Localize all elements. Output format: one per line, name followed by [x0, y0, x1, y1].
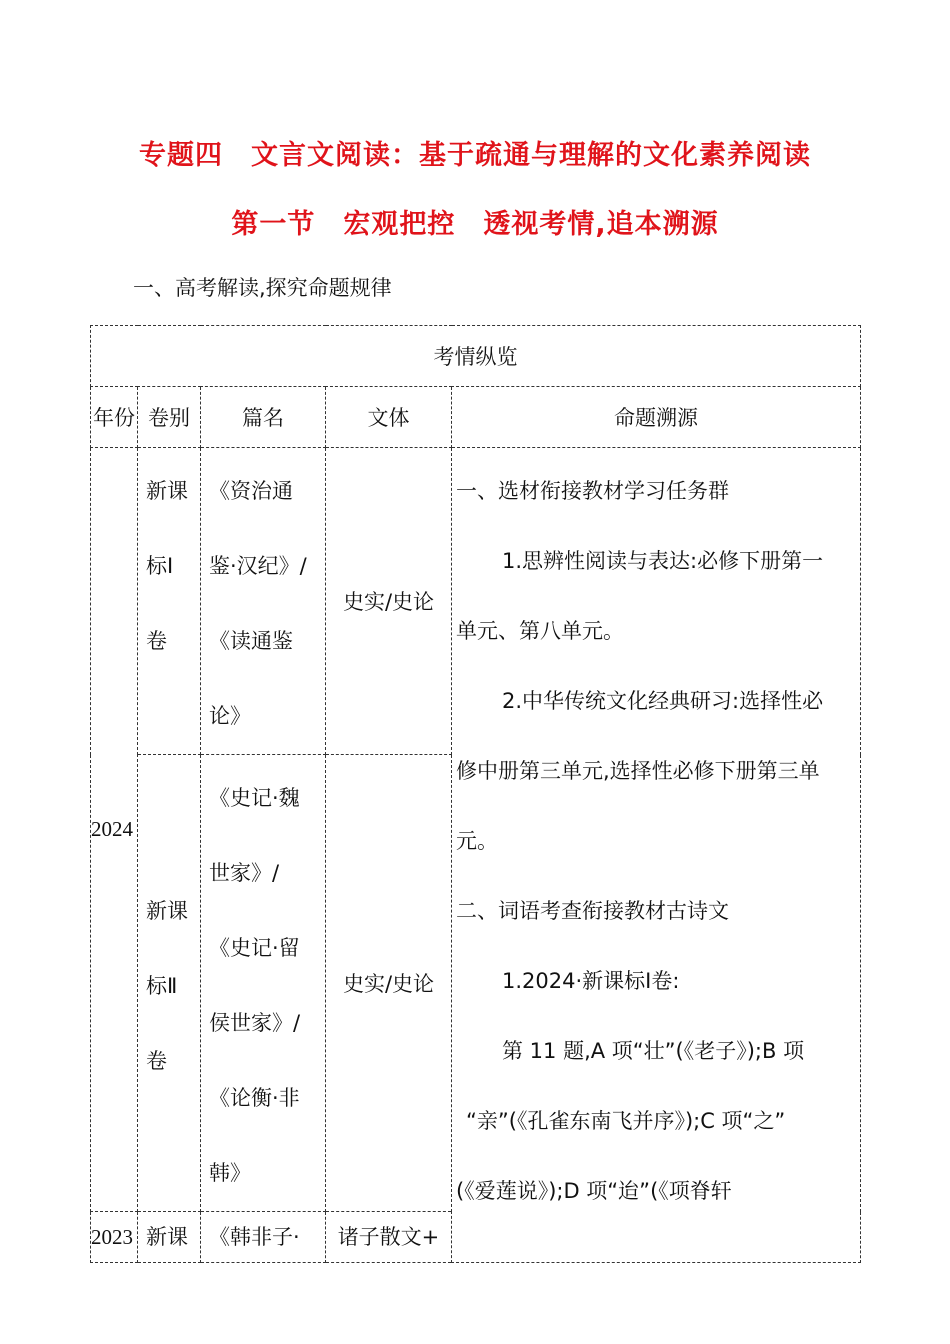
piece-cell: 《韩非子· [201, 1212, 326, 1263]
source-cell [452, 448, 861, 1263]
header-piece: 篇名 [201, 387, 326, 448]
volume-text: 卷 [146, 1048, 167, 1073]
piece-text: 韩》 [209, 1161, 251, 1185]
year-cell: 2024 [91, 448, 138, 1212]
volume-cell: 新课 [138, 1212, 201, 1263]
header-source: 命题溯源 [452, 387, 861, 448]
header-volume: 卷别 [138, 387, 201, 448]
volume-text: 卷 [146, 629, 167, 653]
source-line: 二、词语考查衔接教材古诗文 [456, 899, 729, 923]
piece-text: 《史记·魏 [209, 786, 300, 810]
header-genre: 文体 [326, 387, 452, 448]
genre-cell: 史实/史论 [326, 448, 452, 755]
exam-overview-table [90, 325, 861, 1263]
piece-text: 《读通鉴 [209, 629, 293, 653]
volume-cell [138, 448, 201, 755]
volume-text: 新课 [146, 479, 188, 503]
source-line: 修中册第三单元,选择性必修下册第三单 [456, 759, 820, 783]
source-line: 1.思辨性阅读与表达:必修下册第一 [502, 549, 824, 573]
volume-text: 标Ⅱ [146, 973, 178, 998]
source-line: 2.中华传统文化经典研习:选择性必 [502, 689, 824, 713]
source-line: 一、选材衔接教材学习任务群 [456, 479, 729, 503]
genre-cell: 诸子散文+ [326, 1212, 452, 1263]
genre-cell: 史实/史论 [326, 755, 452, 1212]
volume-cell [138, 755, 201, 1212]
piece-cell [201, 448, 326, 755]
piece-text: 《史记·留 [209, 936, 300, 960]
volume-text: 标Ⅰ [146, 554, 174, 578]
source-line: (《爱莲说》);D 项“迨”(《项脊轩 [456, 1179, 732, 1203]
piece-cell [201, 755, 326, 1212]
piece-text: 论》 [209, 704, 251, 728]
source-line: 第 11 题,A 项“壮”(《老子》);B 项 [502, 1039, 805, 1063]
header-year: 年份 [91, 387, 138, 448]
piece-text: 世家》/ [209, 861, 280, 885]
sub-title: 第一节 宏观把控 透视考情,追本溯源 [231, 209, 719, 240]
table-row [91, 448, 861, 755]
volume-text: 新课 [146, 898, 188, 923]
year-cell: 2023 [91, 1212, 138, 1263]
header-row [91, 387, 861, 448]
source-line: “亲”(《孔雀东南飞并序》);C 项“之” [466, 1109, 786, 1133]
piece-text: 侯世家》/ [209, 1011, 301, 1035]
section-heading: 一、高考解读,探究命题规律 [133, 276, 392, 300]
main-title: 专题四 文言文阅读：基于疏通与理解的文化素养阅读 [139, 140, 811, 171]
piece-text: 鉴·汉纪》/ [209, 554, 307, 578]
table-caption: 考情纵览 [91, 326, 861, 387]
piece-text: 《论衡·非 [209, 1086, 300, 1110]
source-line: 单元、第八单元。 [456, 619, 624, 643]
piece-text: 《资治通 [209, 479, 293, 503]
source-line: 元。 [456, 829, 498, 853]
source-line: 1.2024·新课标Ⅰ卷: [502, 969, 680, 993]
